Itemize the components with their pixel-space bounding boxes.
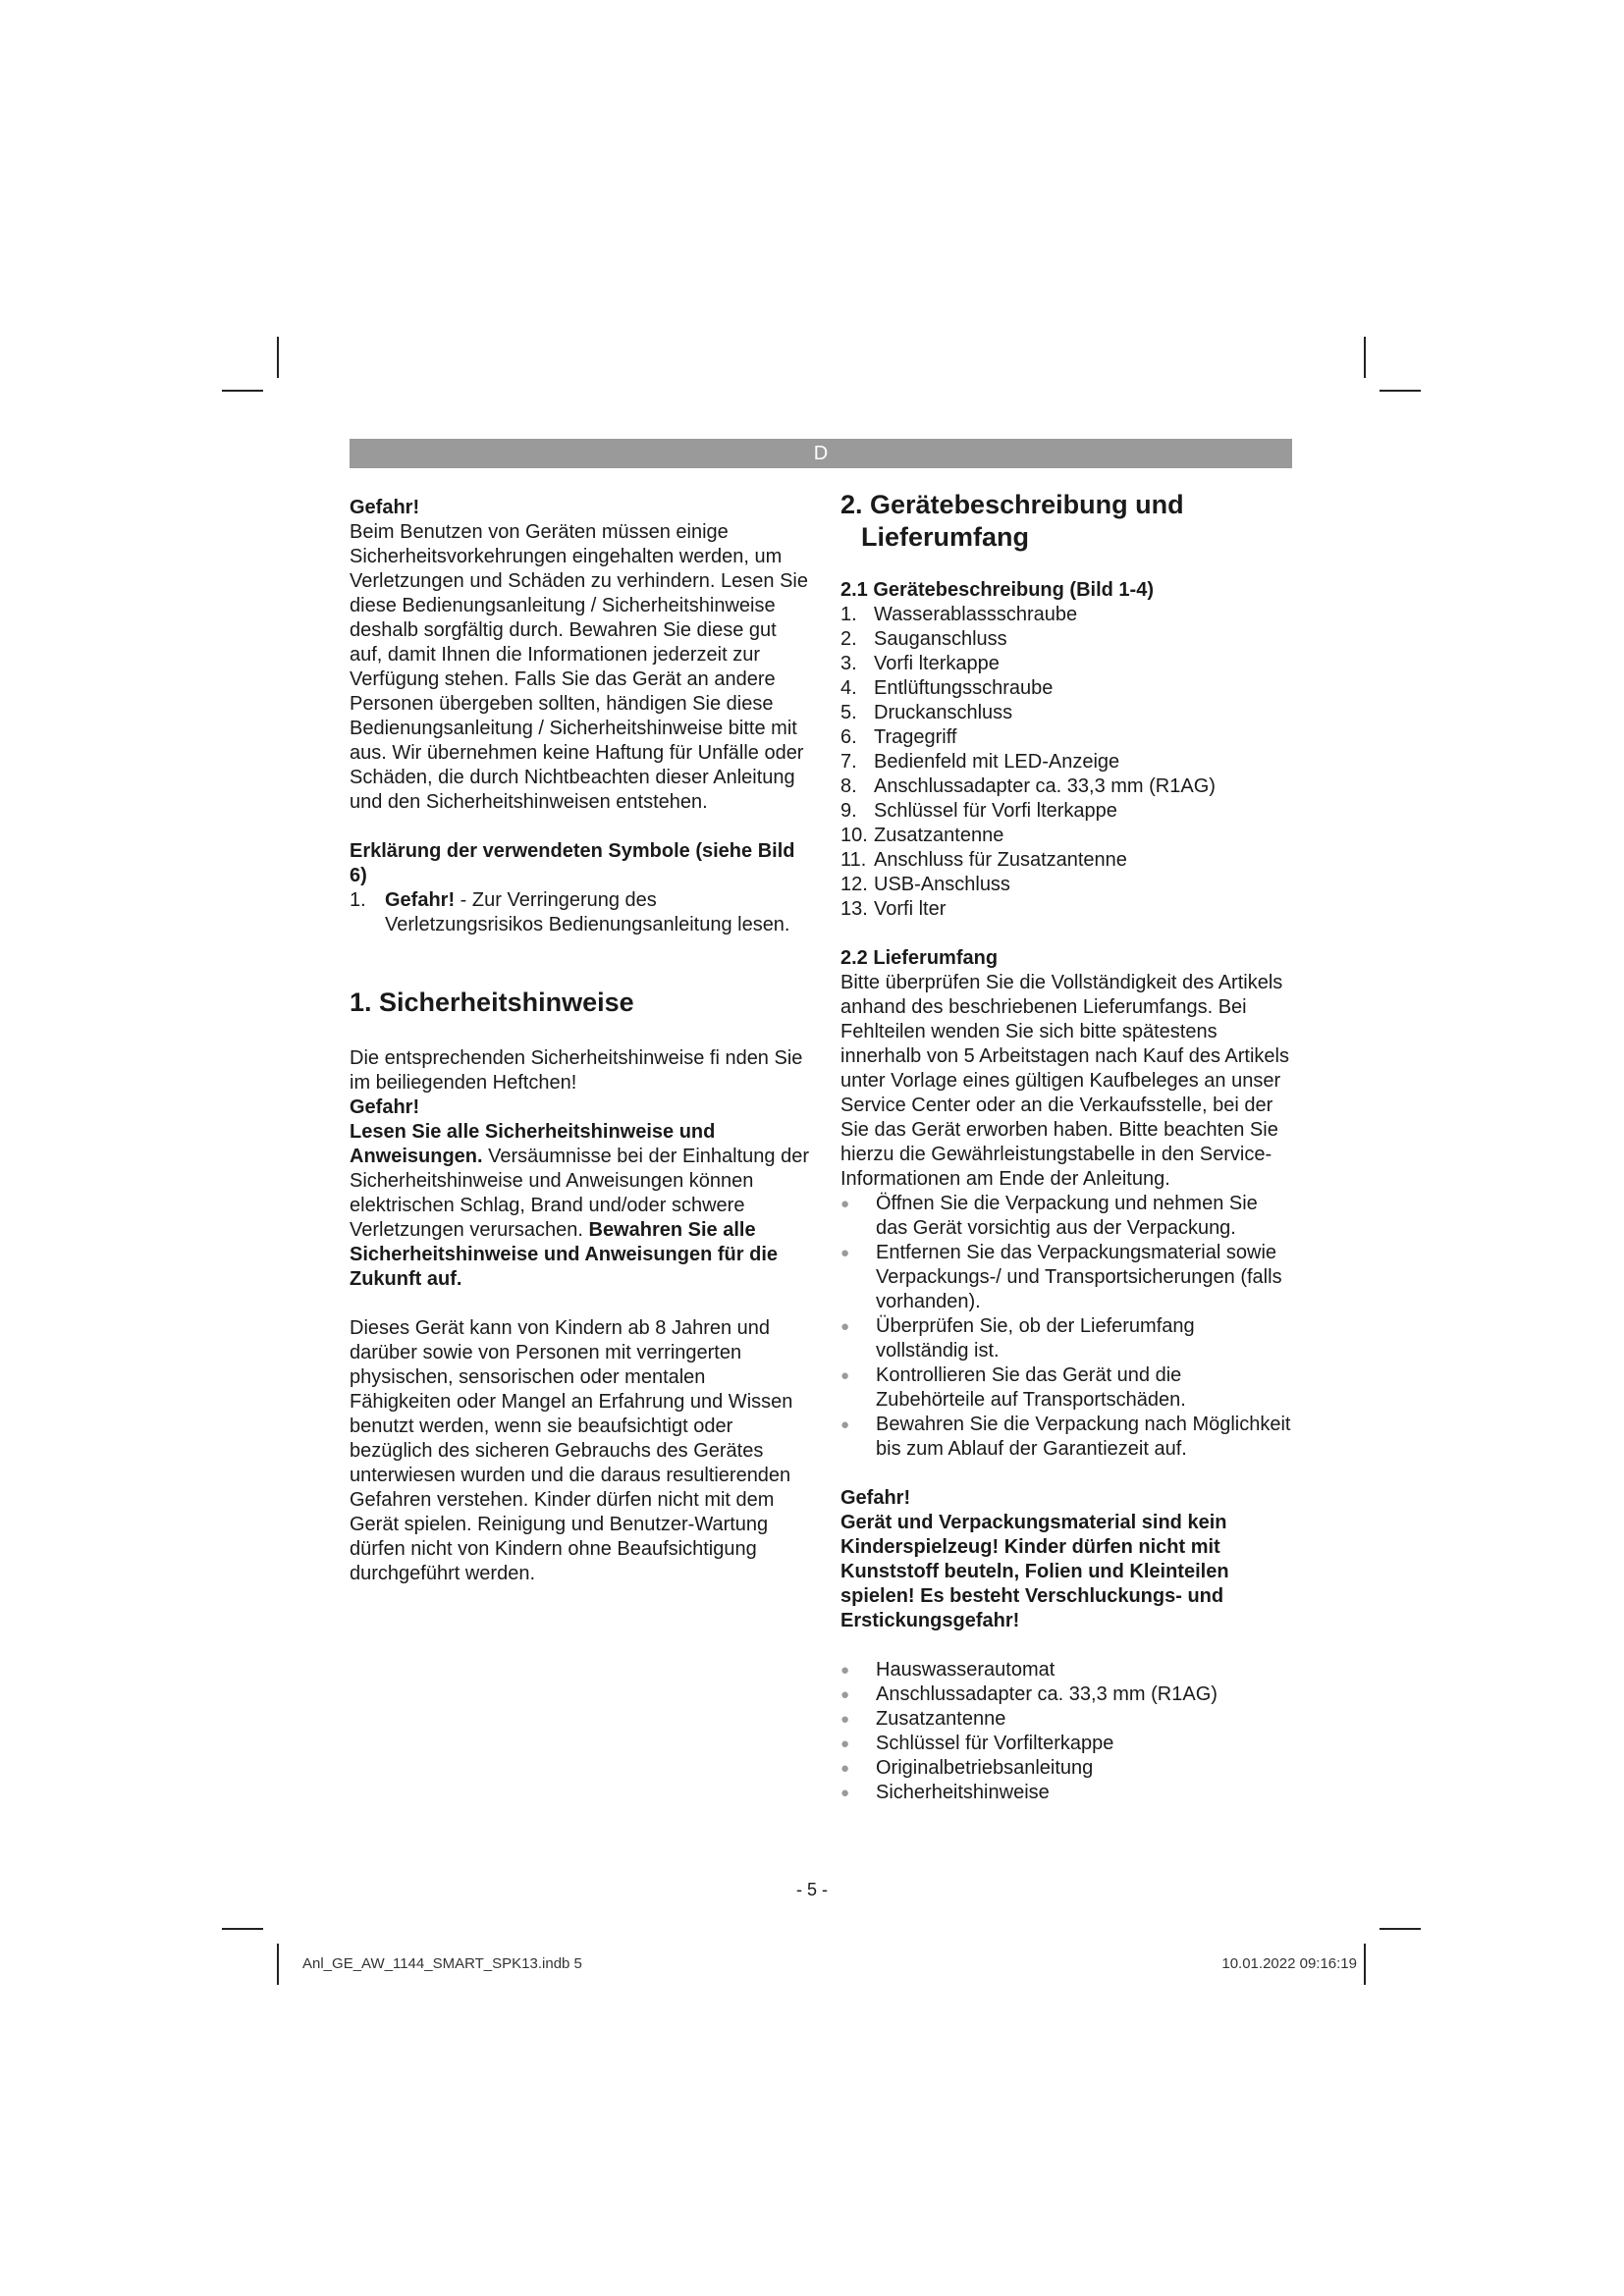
crop-mark-top-right-horizontal	[1380, 390, 1421, 392]
item-number: 9.	[840, 800, 857, 822]
bullet-icon: ●	[840, 1416, 850, 1433]
list-item	[840, 652, 1292, 676]
section-1-heading: 1. Sicherheitshinweise	[350, 988, 634, 1017]
danger-text: Gerät und Verpackungsmaterial sind kein Kinderspielzeug! Kinder dürfen nicht mit Kunststoff beuteln, Folien und Kleinteilen spielen! Es besteht Verschluckungs- und Erstickungsgefahr!	[840, 1512, 1229, 1631]
item-text: Wasserablassschraube	[874, 604, 1078, 625]
list-item	[840, 1314, 1292, 1363]
scope-of-delivery-list	[840, 1658, 1292, 1805]
item-text: Öffnen Sie die Verpackung und nehmen Sie das Gerät vorsichtig aus der Verpackung.	[876, 1193, 1258, 1239]
list-item	[840, 799, 1292, 824]
item-text: Schlüssel für Vorfilterkappe	[876, 1733, 1114, 1754]
children-notice: Dieses Gerät kann von Kindern ab 8 Jahren und darüber sowie von Personen mit verringerten physischen, sensorischen oder mentalen Fähigkeiten oder Mangel an Erfahrung und Wissen benutzt werden, wenn sie beaufsichtigt oder bezüglich des sicheren Gebrauchs des Gerätes unterwiesen wurden und die daraus resultierenden Gefahren verstehen. Kinder dürfen nicht mit dem Gerät spielen. Reinigung und Benutzer-Wartung dürfen nicht von Kindern ohne Beaufsichtigung durchgeführt werden.	[350, 1317, 793, 1584]
item-number: 3.	[840, 653, 857, 674]
footer-timestamp: 10.01.2022 09:16:19	[1221, 1955, 1357, 1972]
safety-warning: Lesen Sie alle Sicherheitshinweise und Anweisungen. Versäumnisse bei der Einhaltung der Sicherheitshinweise und Anweisungen können elektrischen Schlag, Brand und/oder schwere Verletzungen verursachen. Bewahren Sie alle Sicherheitshinweise und Anweisungen für die Zukunft auf.	[350, 1121, 809, 1290]
item-number: 6.	[840, 726, 857, 748]
item-number: 4.	[840, 677, 857, 699]
parts-list	[840, 603, 1292, 922]
item-text: Sicherheitshinweise	[876, 1782, 1050, 1803]
section-2-heading: 2. Gerätebeschreibung und Lieferumfang	[840, 490, 1184, 552]
item-number: 8.	[840, 775, 857, 797]
crop-mark-top-right-vertical	[1364, 337, 1366, 378]
list-item	[840, 701, 1292, 725]
list-item	[840, 725, 1292, 750]
danger-title: Gefahr!	[350, 1096, 420, 1118]
list-item	[840, 774, 1292, 799]
item-text: Schlüssel für Vorfi lterkappe	[874, 800, 1117, 822]
item-text: Anschlussadapter ca. 33,3 mm (R1AG)	[876, 1683, 1218, 1705]
crop-mark-top-left-horizontal	[222, 390, 263, 392]
item-text: Vorfi lter	[874, 898, 947, 920]
bullet-icon: ●	[840, 1760, 850, 1777]
symbols-list	[350, 888, 811, 937]
list-item	[840, 1707, 1292, 1732]
item-text: Vorfi lterkappe	[874, 653, 1000, 674]
crop-mark-bottom-right-horizontal	[1380, 1928, 1421, 1930]
list-item	[840, 676, 1292, 701]
bullet-icon: ●	[840, 1662, 850, 1679]
crop-mark-top-left-vertical	[277, 337, 279, 378]
item-number: 12.	[840, 874, 868, 895]
list-item	[350, 888, 811, 937]
list-item	[840, 1682, 1292, 1707]
item-text: Kontrollieren Sie das Gerät und die Zubehörteile auf Transportschäden.	[876, 1364, 1186, 1411]
subsection-2-1-heading: 2.1 Gerätebeschreibung (Bild 1-4)	[840, 579, 1154, 601]
list-item	[840, 824, 1292, 848]
item-number: 10.	[840, 825, 868, 846]
danger-text: Beim Benutzen von Geräten müssen einige Sicherheitsvorkehrungen eingehalten werden, um Verletzungen und Schäden zu verhindern. Lesen Sie diese Bedienungsanleitung / Sicherheitshinweise deshalb sorgfältig durch. Bewahren Sie diese gut auf, damit Ihnen die Informationen jederzeit zur Verfügung stehen. Falls Sie das Gerät an andere Personen übergeben sollten, händigen Sie diese Bedienungsanleitung / Sicherheitshinweise bitte mit aus. Wir übernehmen keine Haftung für Unfälle oder Schäden, die durch Nichtbeachten dieser Anleitung und den Sicherheitshinweisen entstehen.	[350, 521, 809, 813]
list-item	[840, 1192, 1292, 1241]
item-text: Bedienfeld mit LED-Anzeige	[874, 751, 1120, 773]
item-number: 7.	[840, 751, 857, 773]
item-number: 2.	[840, 628, 857, 650]
scope-text: Bitte überprüfen Sie die Vollständigkeit des Artikels anhand des beschriebenen Lieferumfangs. Bei Fehlteilen wenden Sie sich bitte spätestens innerhalb von 5 Arbeitstagen nach Kauf des Artikels unter Vorlage eines gültigen Kaufbeleges an unser Service Center oder an die Verkaufsstelle, bei der Sie das Gerät erworben haben. Bitte beachten Sie hierzu die Gewährleistungstabelle in den Service-Informationen am Ende der Anleitung.	[840, 972, 1289, 1190]
item-number: 13.	[840, 898, 868, 920]
list-item	[840, 1413, 1292, 1462]
item-text: Tragegriff	[874, 726, 957, 748]
danger-title: Gefahr!	[350, 497, 420, 518]
bullet-icon: ●	[840, 1735, 850, 1752]
item-text: Anschluss für Zusatzantenne	[874, 849, 1127, 871]
crop-mark-bottom-right-vertical	[1364, 1944, 1366, 1985]
bullet-icon: ●	[840, 1686, 850, 1703]
crop-mark-bottom-left-horizontal	[222, 1928, 263, 1930]
list-item	[840, 1658, 1292, 1682]
right-column	[840, 489, 1292, 1805]
item-number: 11.	[840, 849, 867, 871]
bullet-icon: ●	[840, 1318, 850, 1335]
bullet-icon: ●	[840, 1785, 850, 1801]
list-item	[840, 848, 1292, 873]
item-number: 1.	[840, 604, 857, 625]
item-text: Anschlussadapter ca. 33,3 mm (R1AG)	[874, 775, 1216, 797]
item-text: Druckanschluss	[874, 702, 1013, 723]
item-number: 1.	[350, 889, 366, 911]
item-text: Bewahren Sie die Verpackung nach Möglichkeit bis zum Ablauf der Garantiezeit auf.	[876, 1414, 1291, 1460]
list-item	[840, 1363, 1292, 1413]
item-text: USB-Anschluss	[874, 874, 1010, 895]
item-text: Hauswasserautomat	[876, 1659, 1056, 1681]
item-text: Entfernen Sie das Verpackungsmaterial sowie Verpackungs-/ und Transportsicherungen (falls vorhanden).	[876, 1242, 1282, 1312]
list-item	[840, 1756, 1292, 1781]
list-item	[840, 1781, 1292, 1805]
list-item	[840, 627, 1292, 652]
item-text: Sauganschluss	[874, 628, 1007, 650]
list-item	[840, 750, 1292, 774]
page-number: - 5 -	[795, 1880, 828, 1899]
subsection-2-2-heading: 2.2 Lieferumfang	[840, 947, 999, 969]
item-text: Zusatzantenne	[876, 1708, 1006, 1730]
item-text: Gefahr! - Zur Verringerung des Verletzungsrisikos Bedienungsanleitung lesen.	[385, 889, 790, 935]
symbols-heading: Erklärung der verwendeten Symbole (siehe Bild 6)	[350, 840, 795, 886]
danger-title: Gefahr!	[840, 1487, 911, 1509]
bullet-icon: ●	[840, 1367, 850, 1384]
language-header-bar: D	[350, 439, 1292, 468]
bullet-icon: ●	[840, 1196, 850, 1212]
item-text: Entlüftungsschraube	[874, 677, 1054, 699]
left-column	[350, 496, 811, 1586]
list-item	[840, 873, 1292, 897]
bullet-icon: ●	[840, 1245, 850, 1261]
item-text: Originalbetriebsanleitung	[876, 1757, 1094, 1779]
footer-filename: Anl_GE_AW_1144_SMART_SPK13.indb 5	[302, 1955, 582, 1972]
item-text: Überprüfen Sie, ob der Lieferumfang vollständig ist.	[876, 1315, 1195, 1362]
list-item	[840, 603, 1292, 627]
safety-intro: Die entsprechenden Sicherheitshinweise fi nden Sie im beiliegenden Heftchen!	[350, 1047, 803, 1094]
item-number: 5.	[840, 702, 857, 723]
list-item	[840, 897, 1292, 922]
unpacking-steps	[840, 1192, 1292, 1462]
crop-mark-bottom-left-vertical	[277, 1944, 279, 1985]
item-text: Zusatzantenne	[874, 825, 1004, 846]
list-item	[840, 1732, 1292, 1756]
bullet-icon: ●	[840, 1711, 850, 1728]
list-item	[840, 1241, 1292, 1314]
